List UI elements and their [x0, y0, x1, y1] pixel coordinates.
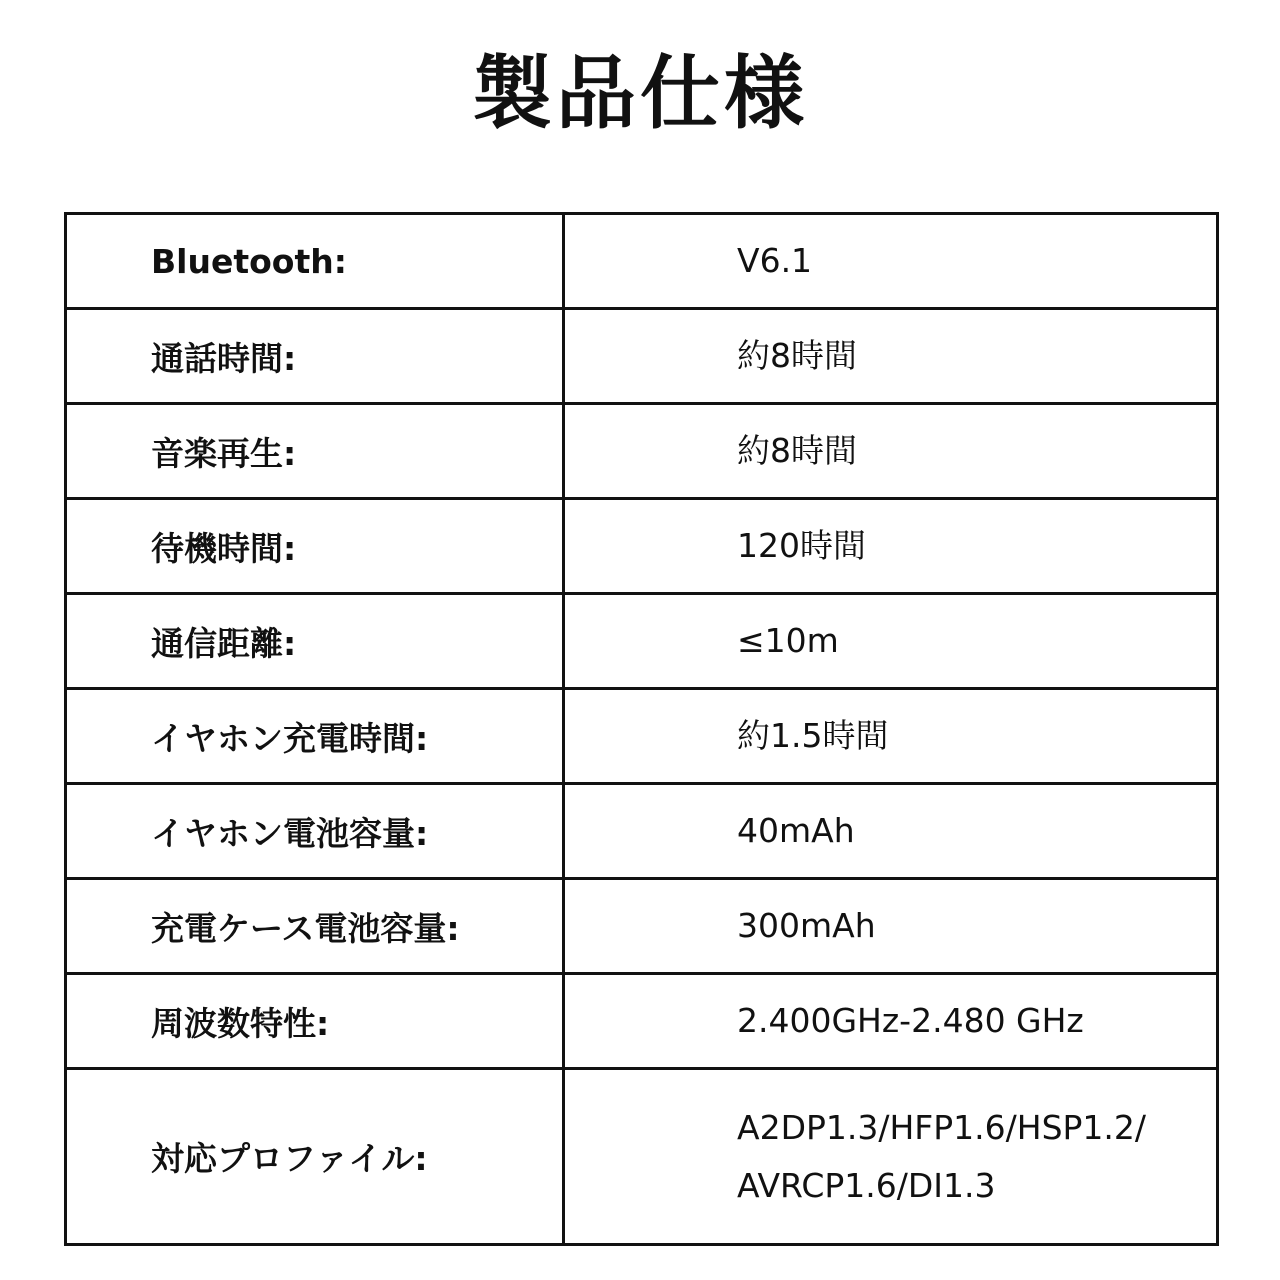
spec-value: 40mAh — [564, 784, 1218, 879]
table-row — [66, 974, 1218, 1069]
table-row — [66, 214, 1218, 309]
spec-value: ≤10m — [564, 594, 1218, 689]
spec-label: イヤホン電池容量: — [66, 784, 564, 879]
spec-label: 待機時間: — [66, 499, 564, 594]
spec-label: イヤホン充電時間: — [66, 689, 564, 784]
spec-value: 2.400GHz-2.480 GHz — [564, 974, 1218, 1069]
table-row — [66, 499, 1218, 594]
table-row — [66, 309, 1218, 404]
table-row — [66, 404, 1218, 499]
spec-label: 対応プロファイル: — [66, 1069, 564, 1245]
table-row — [66, 594, 1218, 689]
spec-label: 通話時間: — [66, 309, 564, 404]
spec-label: Bluetooth: — [66, 214, 564, 309]
spec-value — [564, 1069, 1218, 1245]
spec-value-line: AVRCP1.6/DI1.3 — [737, 1165, 996, 1205]
table-row — [66, 689, 1218, 784]
table-row — [66, 1069, 1218, 1245]
spec-value: 120時間 — [564, 499, 1218, 594]
spec-value: V6.1 — [564, 214, 1218, 309]
spec-label: 通信距離: — [66, 594, 564, 689]
spec-value: 約8時間 — [564, 309, 1218, 404]
table-row — [66, 879, 1218, 974]
spec-label: 周波数特性: — [66, 974, 564, 1069]
spec-value-line: A2DP1.3/HFP1.6/HSP1.2/ — [737, 1107, 1147, 1147]
spec-label: 充電ケース電池容量: — [66, 879, 564, 974]
table-row — [66, 784, 1218, 879]
spec-value: 約1.5時間 — [564, 689, 1218, 784]
page-title: 製品仕様 — [472, 47, 808, 140]
spec-table — [64, 212, 1219, 1246]
spec-label: 音楽再生: — [66, 404, 564, 499]
spec-value: 300mAh — [564, 879, 1218, 974]
spec-value: 約8時間 — [564, 404, 1218, 499]
